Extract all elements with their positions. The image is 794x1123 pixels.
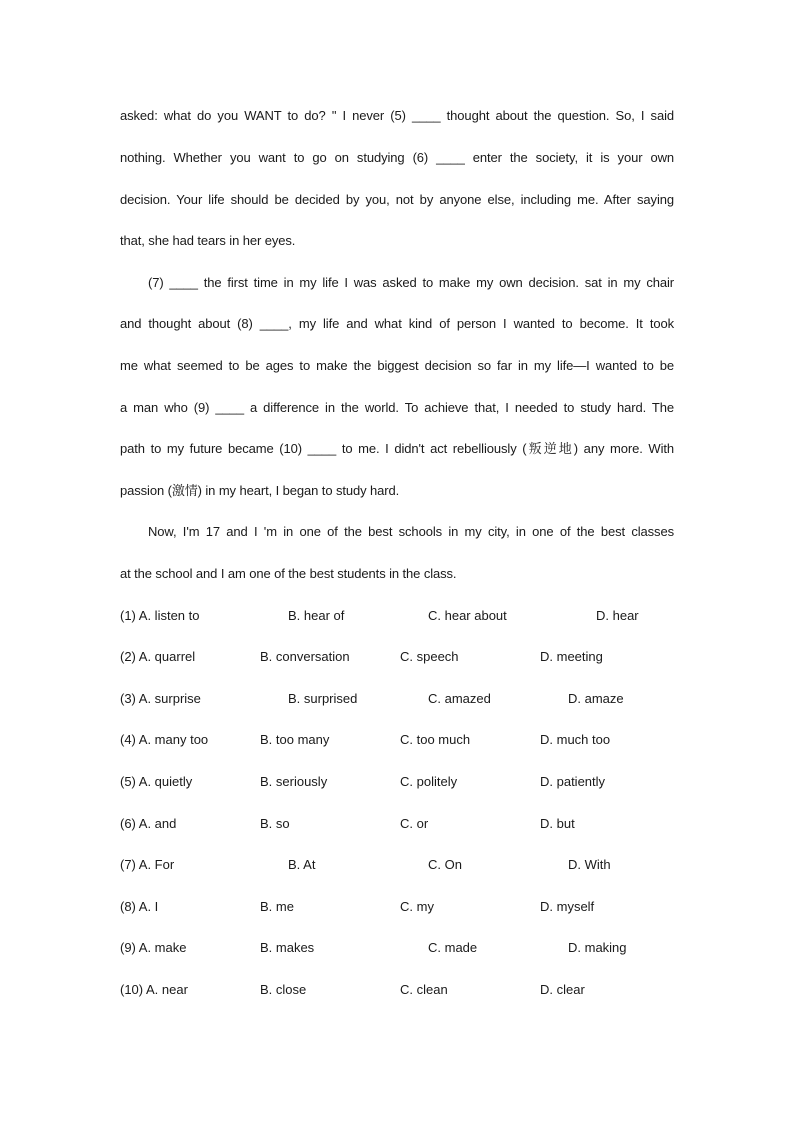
option-d: D. much too <box>540 732 611 747</box>
option-c: C. amazed <box>428 691 491 706</box>
passage-line: decision. Your life should be decided by you, not by anyone else, including me. After saying <box>120 192 674 207</box>
option-b: B. too many <box>260 732 330 747</box>
passage-line: passion (激情) in my heart, I began to study hard. <box>120 483 400 498</box>
option-a: (3) A. surprise <box>120 691 201 706</box>
passage-line: (7) ____ the first time in my life I was asked to make my own decision. sat in my chair <box>148 275 674 290</box>
passage-line: at the school and I am one of the best students in the class. <box>120 566 457 581</box>
option-a: (4) A. many too <box>120 732 209 747</box>
option-c: C. made <box>428 940 478 955</box>
option-a: (7) A. For <box>120 857 175 872</box>
option-d: D. amaze <box>568 691 624 706</box>
option-c: C. hear about <box>428 608 507 623</box>
option-b: B. surprised <box>288 691 358 706</box>
option-c: C. politely <box>400 774 458 789</box>
option-a: (5) A. quietly <box>120 774 193 789</box>
option-a: (8) A. I <box>120 899 159 914</box>
passage-line: path to my future became (10) ____ to me. I didn't act rebelliously (叛逆地) any more. With <box>120 441 674 456</box>
option-a: (9) A. make <box>120 940 187 955</box>
option-a: (10) A. near <box>120 982 188 997</box>
option-d: D. patiently <box>540 774 606 789</box>
option-b: B. conversation <box>260 649 350 664</box>
option-d: D. With <box>568 857 611 872</box>
option-a: (6) A. and <box>120 816 177 831</box>
option-b: B. so <box>260 816 290 831</box>
passage-line: and thought about (8) ____, my life and what kind of person I wanted to become. It took <box>120 316 674 331</box>
option-b: B. hear of <box>288 608 345 623</box>
option-c: C. my <box>400 899 434 914</box>
option-c: C. or <box>400 816 429 831</box>
passage-line: that, she had tears in her eyes. <box>120 233 296 248</box>
passage-line: a man who (9) ____ a difference in the world. To achieve that, I needed to study hard. The <box>120 400 674 415</box>
option-b: B. me <box>260 899 294 914</box>
option-c: C. too much <box>400 732 471 747</box>
option-d: D. meeting <box>540 649 603 664</box>
option-a: (1) A. listen to <box>120 608 200 623</box>
option-d: D. clear <box>540 982 585 997</box>
option-d: D. but <box>540 816 575 831</box>
option-d: D. hear <box>596 608 639 623</box>
option-c: C. clean <box>400 982 448 997</box>
option-c: C. speech <box>400 649 459 664</box>
passage-line: asked: what do you WANT to do? " I never (5) ____ thought about the question. So, I said <box>120 108 674 123</box>
option-d: D. myself <box>540 899 595 914</box>
option-b: B. seriously <box>260 774 328 789</box>
passage-line: nothing. Whether you want to go on studying (6) ____ enter the society, it is your own <box>120 150 674 165</box>
passage-line: Now, I'm 17 and I 'm in one of the best schools in my city, in one of the best classes <box>148 524 674 539</box>
option-b: B. close <box>260 982 307 997</box>
option-c: C. On <box>428 857 462 872</box>
option-a: (2) A. quarrel <box>120 649 196 664</box>
option-d: D. making <box>568 940 627 955</box>
passage-line: me what seemed to be ages to make the biggest decision so far in my life—I wanted to be <box>120 358 674 373</box>
option-b: B. At <box>288 857 316 872</box>
option-b: B. makes <box>260 940 315 955</box>
